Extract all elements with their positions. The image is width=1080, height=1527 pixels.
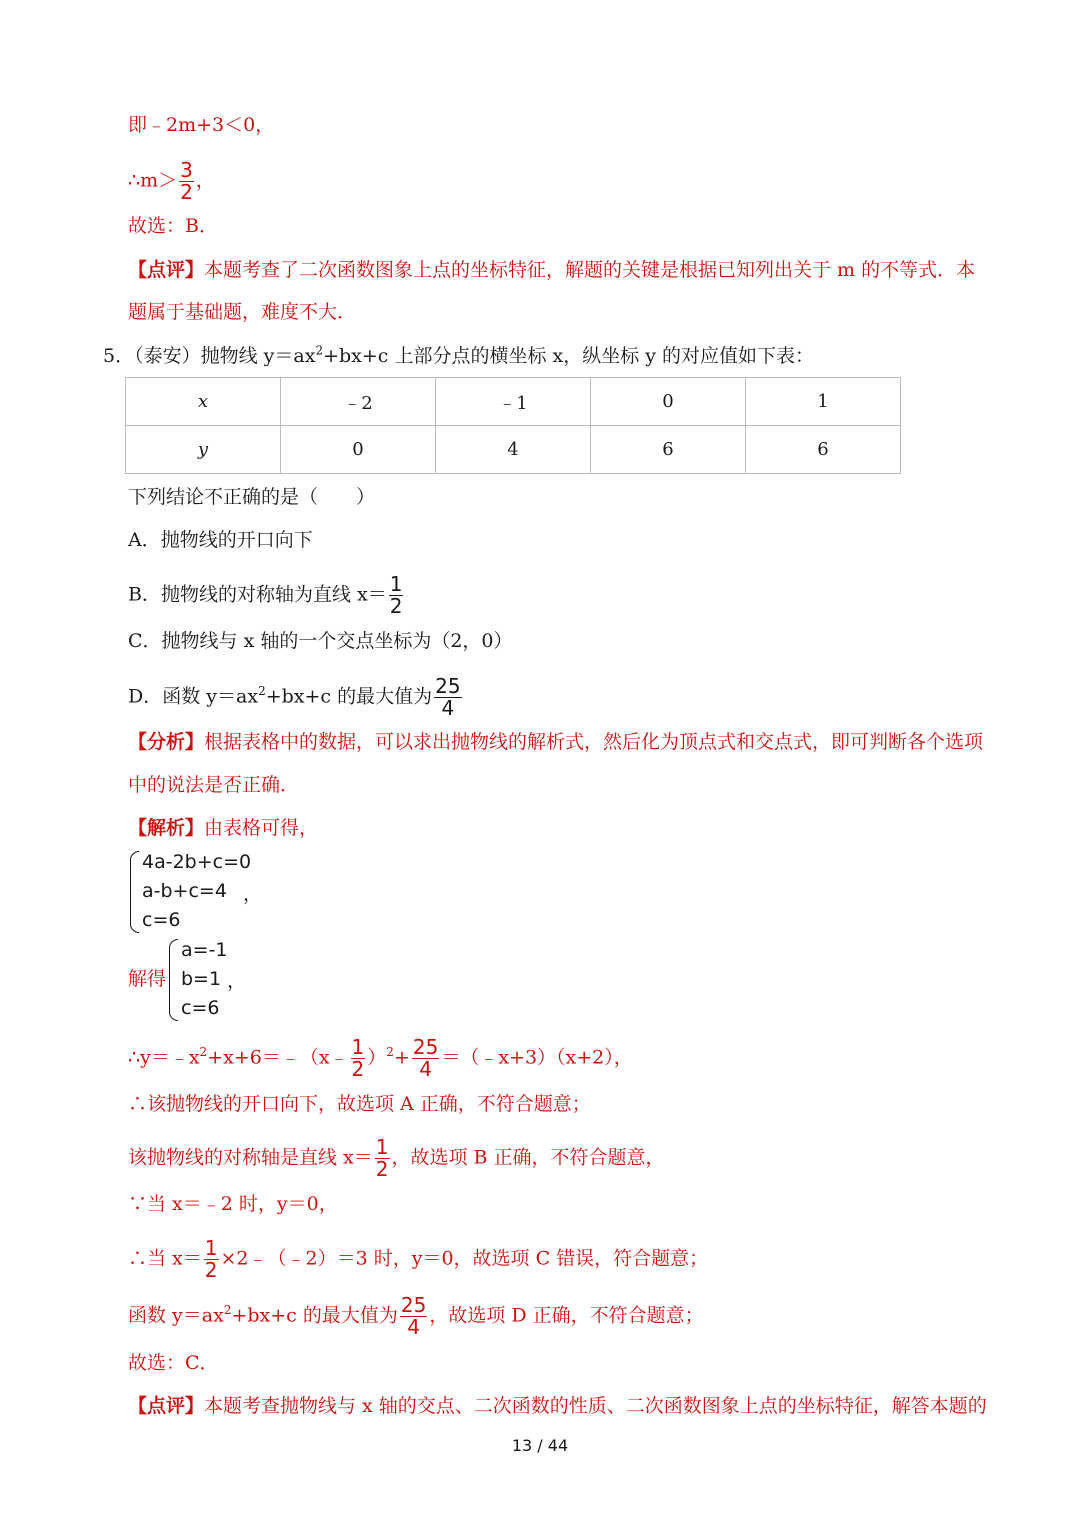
system-1-tail: ， xyxy=(243,883,263,905)
vertex-form-line: $\therefore y=﹣x^2+x+6=﹣(x﹣$ $\frac{1}{2}$ ）$^2$+ $\frac{25}{4}$ ＝（﹣x+3）（x+2）， xyxy=(128,1035,633,1081)
analysis-line-b: 中的说法是否正确． xyxy=(128,774,300,796)
solution-line-c: ∵当 x＝﹣2 时，y＝0， xyxy=(128,1193,338,1215)
solve-label: 解得 xyxy=(128,968,167,990)
solution-line-e: 函数 $y=ax^2+bx+c$ 的最大值为 $\frac{25}{4}$ ，故选项 D 正确，不符合题意； xyxy=(128,1293,704,1339)
solution-line-b: 该抛物线的对称轴是直线 x＝ $\frac{1}{2}$ ，故选项 B 正确，不符合题意， xyxy=(128,1135,665,1181)
option-d: D．函数 $y=ax^2+bx+c$ 的最大值为 $\frac{25}{4}$ xyxy=(128,674,461,720)
equation-system-1: 4a-2b+c=0 a-b+c=4 c=6 xyxy=(142,851,252,931)
question-5-stem: 5．（泰安）抛物线 $y=ax^2+bx+c$ 上部分点的横坐标 x，纵坐标 y 的对应值如下表： xyxy=(103,343,815,367)
table-row: x ﹣2 ﹣1 0 1 xyxy=(126,378,901,426)
analysis-line-a: 【分析】根据表格中的数据，可以求出抛物线的解析式，然后化为顶点式和交点式，即可判断各个选项 xyxy=(128,731,984,753)
solution-line-a: ∴该抛物线的开口向下，故选项 A 正确，不符合题意； xyxy=(128,1093,591,1115)
question-prompt: 下列结论不正确的是（ ） xyxy=(128,486,376,508)
comment-tag: 【点评】 xyxy=(128,259,205,281)
solution-tag: 【解析】 xyxy=(128,817,205,839)
table-row: y 0 4 6 6 xyxy=(126,426,901,474)
system-1-brace xyxy=(130,851,139,933)
solution-intro: 【解析】由表格可得， xyxy=(128,817,319,839)
comment-1-line-b: 题属于基础题，难度不大． xyxy=(128,301,357,323)
comment-2-line: 【点评】本题考查抛物线与 x 轴的交点、二次函数的性质、二次函数图象上点的坐标特征，解答本题的 xyxy=(128,1395,987,1417)
option-c: C．抛物线与 x 轴的一个交点坐标为（2，0） xyxy=(128,630,513,652)
comment-1-line-a: 【点评】本题考查了二次函数图象上点的坐标特征，解题的关键是根据已知列出关于 m 的不等式．本 xyxy=(128,259,976,281)
answer-b-line: 故选：B． xyxy=(128,215,218,237)
equation-system-2: a=-1 b=1 c=6 xyxy=(181,939,228,1019)
system-2-brace xyxy=(169,939,178,1021)
inequality-line: 即﹣2m+3＜0， xyxy=(128,114,275,136)
answer-c-line: 故选：C． xyxy=(128,1352,219,1374)
page-number: 13 / 44 xyxy=(511,1436,569,1455)
analysis-tag: 【分析】 xyxy=(128,731,205,753)
m-result-line: ∴m＞ $\frac{3}{2}$ ， xyxy=(128,158,215,204)
system-2-tail: ， xyxy=(227,970,247,992)
value-table xyxy=(125,377,901,474)
solution-line-d: ∴当 x＝ $\frac{1}{2}$ ×2﹣（﹣2）＝3 时，y＝0，故选项 C 错误，符合题意； xyxy=(128,1236,709,1282)
option-a: A．抛物线的开口向下 xyxy=(128,529,313,551)
option-b: B．抛物线的对称轴为直线 x＝ $\frac{1}{2}$ xyxy=(128,572,403,618)
comment-tag: 【点评】 xyxy=(128,1395,205,1417)
